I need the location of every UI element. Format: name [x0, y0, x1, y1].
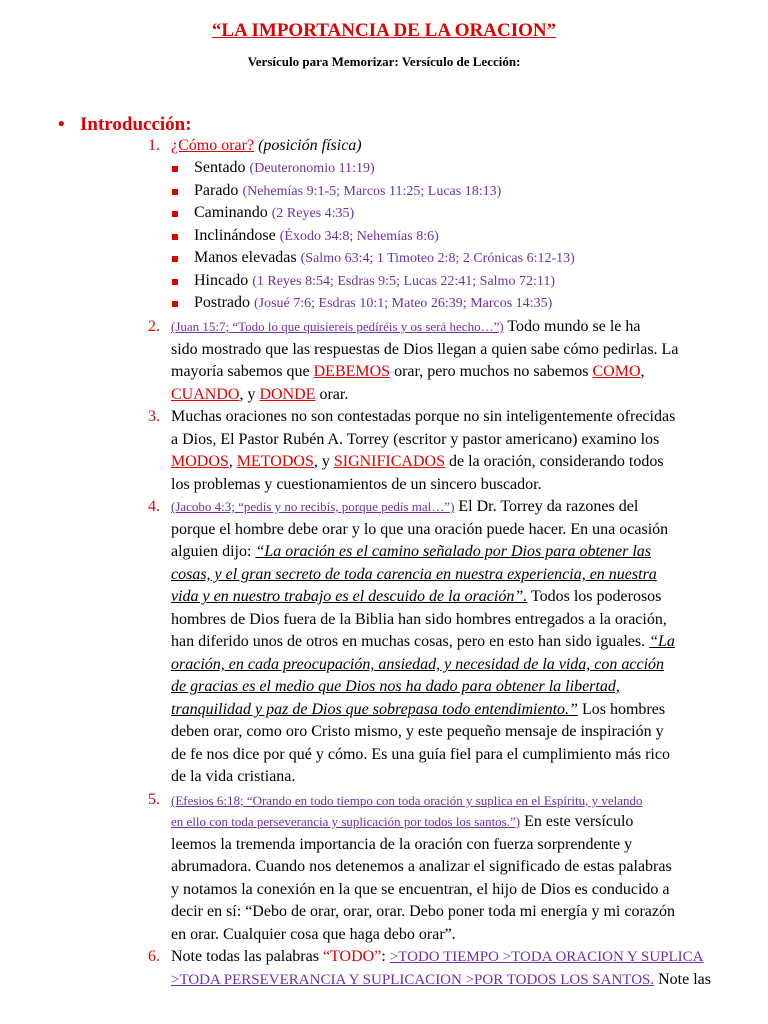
paragraph-line: deben orar, como oro Cristo mismo, y este pequeño mensaje de inspiración y — [171, 723, 664, 740]
bullet-icon: • — [58, 114, 65, 135]
square-bullet-icon — [172, 166, 178, 172]
keyword-modos: MODOS — [171, 453, 229, 470]
item-1-heading — [171, 137, 362, 155]
text-run: , y — [313, 453, 334, 470]
text-run: orar. — [315, 386, 349, 403]
position-refs: (Nehemías 9:1-5; Marcos 11:25; Lucas 18:13) — [242, 184, 502, 199]
text-run: Los hombres — [577, 701, 666, 718]
keyword-donde: DONDE — [259, 386, 316, 403]
position-item — [194, 227, 439, 245]
paragraph-line — [171, 543, 651, 561]
document-title: “LA IMPORTANCIA DE LA ORACION” — [211, 20, 557, 41]
scripture-ref: (Jacobo 4:3; “pedís y no recibís, porque pedís mal…”) — [171, 499, 455, 514]
keyword-todo: “TODO” — [322, 948, 382, 965]
paragraph-line: en orar. Cualquier cosa que haga debo orar”. — [171, 926, 456, 943]
text-run: Note las — [654, 971, 711, 988]
quote: “La oración es el camino señalado por Dios para obtener las — [255, 543, 651, 560]
paragraph-line: de la vida cristiana. — [171, 768, 296, 785]
item-6-number: 6. — [148, 948, 160, 965]
paragraph-line: de fe nos dice por qué y cómo. Es una guía fiel para el cumplimiento más rico — [171, 746, 670, 763]
todo-list: >TODA PERSEVERANCIA Y SUPLICACION >POR TODOS LOS SANTOS. — [171, 972, 655, 988]
document-subtitle: Versículo para Memorizar: Versículo de Lección: — [247, 54, 521, 69]
scripture-ref: en ello con toda perseverancia y suplicación por todos los santos.”) — [171, 814, 521, 829]
position-label: Postrado — [194, 294, 250, 311]
quote: “La — [649, 633, 675, 650]
paragraph-line: los problemas y cuestionamientos de un sincero buscador. — [171, 476, 542, 493]
paragraph-line — [171, 971, 711, 989]
paragraph-line — [171, 813, 633, 831]
position-label: Inclinándose — [194, 227, 276, 244]
position-label: Parado — [194, 182, 239, 199]
paragraph-line: Muchas oraciones no son contestadas porque no sin inteligentemente ofrecidas — [171, 408, 676, 425]
paragraph-line — [171, 386, 348, 404]
square-bullet-icon — [172, 256, 178, 262]
square-bullet-icon — [172, 301, 178, 307]
position-label: Manos elevadas — [194, 249, 297, 266]
intro-label: Introducción: — [80, 114, 192, 135]
item-5-number: 5. — [148, 791, 160, 808]
keyword-debemos: DEBEMOS — [313, 363, 391, 380]
position-refs: (Josué 7:6; Esdras 10:1; Mateo 26:39; Marcos 14:35) — [254, 296, 553, 311]
paragraph-line: sido mostrado que las respuestas de Dios llegan a quien sabe cómo pedirlas. La — [171, 341, 679, 358]
position-item — [194, 182, 501, 200]
intro-heading — [58, 114, 192, 136]
keyword-metodos: METODOS — [236, 453, 314, 470]
position-refs: (Salmo 63:4; 1 Timoteo 2:8; 2 Crónicas 6:12-13) — [300, 251, 575, 266]
paragraph-line — [171, 588, 661, 606]
position-label: Hincado — [194, 272, 249, 289]
scripture-ref: (Juan 15:7; “Todo lo que quisiereis pedíréis y os será hecho…”) — [171, 319, 504, 334]
paragraph-line: porque el hombre debe orar y lo que una oración puede hacer. En una ocasión — [171, 521, 669, 538]
position-item — [194, 204, 354, 222]
quote-line: oración, en cada preocupación, ansiedad, y necesidad de la vida, con acción — [171, 656, 665, 673]
paragraph-line: decir en sí: “Debo de orar, orar, orar. Debo poner toda mi energía y mi corazón — [171, 903, 675, 920]
item-4-number: 4. — [148, 498, 160, 515]
text-run: orar, pero muchos no sabemos — [390, 363, 593, 380]
text-run: Note todas las palabras — [171, 948, 323, 965]
paragraph-line: hombres de Dios fuera de la Biblia han sido hombres entregados a la oración, — [171, 611, 667, 628]
position-item — [194, 294, 552, 312]
paragraph-line: leemos la tremenda importancia de la oración con fuerza sorprendente y — [171, 836, 633, 853]
text-run: Todo mundo se le ha — [503, 318, 641, 335]
text-run: El Dr. Torrey da razones del — [454, 498, 639, 515]
position-refs: (2 Reyes 4:35) — [271, 206, 355, 221]
square-bullet-icon — [172, 211, 178, 217]
paragraph-line: y notamos la conexión en la que se encuentran, el hijo de Dios es conducido a — [171, 881, 670, 898]
text-run: , — [640, 363, 645, 380]
quote-line: de gracias es el medio que Dios nos ha dado para obtener la libertad, — [171, 678, 620, 695]
position-refs: (Éxodo 34:8; Nehemías 8:6) — [279, 229, 439, 244]
keyword-significados: SIGNIFICADOS — [333, 453, 445, 470]
text-run: mayoría sabemos que — [171, 363, 314, 380]
paragraph-line — [171, 453, 664, 471]
paragraph-line: abrumadora. Cuando nos detenemos a analizar el significado de estas palabras — [171, 858, 672, 875]
text-run: En este versículo — [520, 813, 634, 830]
paragraph-line — [171, 701, 665, 719]
position-item — [194, 249, 575, 267]
quote-line: cosas, y el gran secreto de toda carencia en nuestra experiencia, en nuestra — [171, 566, 657, 583]
position-refs: (Deuteronomio 11:19) — [249, 161, 375, 176]
position-refs: (1 Reyes 8:54; Esdras 9:5; Lucas 22:41; Salmo 72:11) — [252, 274, 555, 289]
paragraph-line — [171, 948, 704, 966]
paragraph-line — [171, 318, 640, 336]
text-run: de la oración, considerando todos — [444, 453, 664, 470]
position-label: Sentado — [194, 159, 246, 176]
position-item — [194, 272, 555, 290]
square-bullet-icon — [172, 279, 178, 285]
text-run: Todos los poderosos — [527, 588, 662, 605]
position-item — [194, 159, 375, 177]
quote: tranquilidad y paz de Dios que sobrepasa todo entendimiento.” — [171, 701, 578, 718]
paragraph-line: a Dios, El Pastor Rubén A. Torrey (escritor y pastor americano) examino los — [171, 431, 660, 448]
item-1-note: (posición física) — [258, 137, 362, 154]
position-label: Caminando — [194, 204, 268, 221]
text-run: , y — [239, 386, 260, 403]
paragraph-line — [171, 792, 643, 810]
item-1-question: ¿Cómo orar? — [171, 137, 255, 154]
square-bullet-icon — [172, 189, 178, 195]
text-run: alguien dijo: — [171, 543, 256, 560]
quote: vida y en nuestro trabajo es el descuido de la oración”. — [171, 588, 528, 605]
keyword-como: COMO — [592, 363, 641, 380]
item-1-number: 1. — [148, 137, 160, 154]
item-2-number: 2. — [148, 318, 160, 335]
item-3-number: 3. — [148, 408, 160, 425]
text-run: , — [228, 453, 237, 470]
text-run: han diferido unos de otros en muchas cosas, pero en esto han sido iguales. — [171, 633, 650, 650]
paragraph-line — [171, 633, 675, 651]
todo-list: >TODO TIEMPO >TODA ORACION Y SUPLICA — [389, 949, 704, 965]
paragraph-line — [171, 363, 645, 381]
scripture-ref: (Efesios 6:18; “Orando en todo tiempo con toda oración y suplica en el Espíritu, y velando — [171, 793, 643, 808]
paragraph-line — [171, 498, 638, 516]
keyword-cuando: CUANDO — [171, 386, 240, 403]
square-bullet-icon — [172, 234, 178, 240]
text-run: : — [381, 948, 390, 965]
